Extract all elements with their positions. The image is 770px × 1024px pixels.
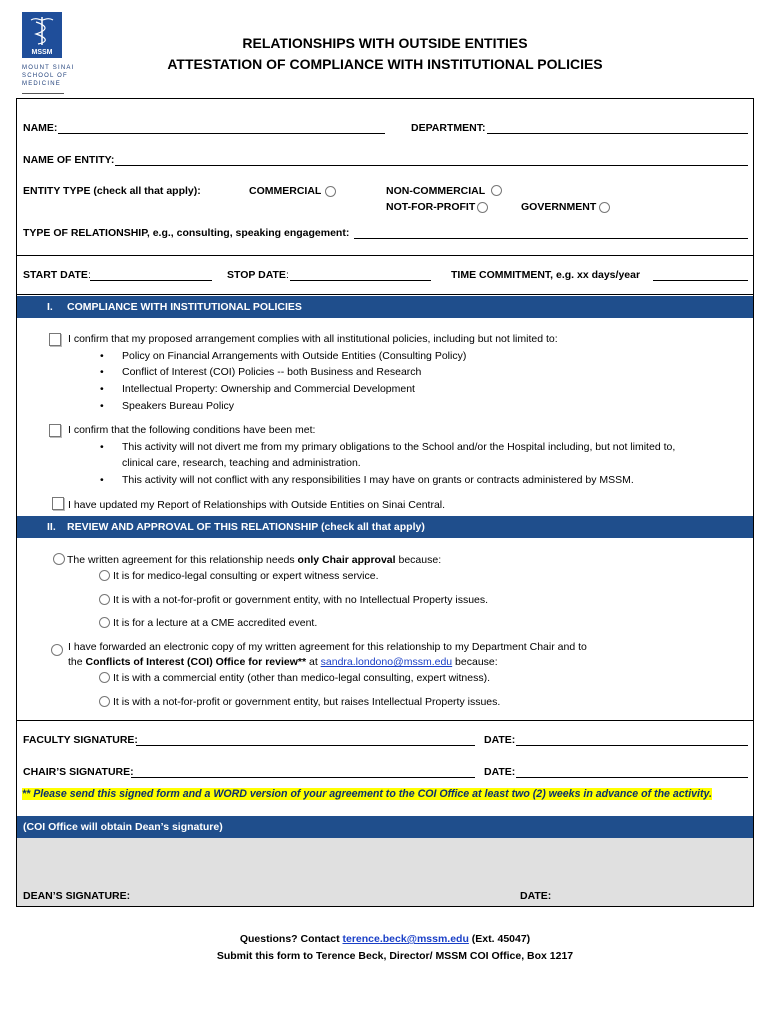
entity-name-label: NAME OF ENTITY: <box>23 154 115 166</box>
confirm-conditions-checkbox[interactable] <box>49 424 61 437</box>
section-2-header: II. REVIEW AND APPROVAL OF THIS RELATIONSHIP (check all that apply) <box>17 516 753 538</box>
confirm-conditions-text: I confirm that the following conditions have been met: <box>68 424 316 436</box>
condition-item: • This activity will not conflict with any responsibilities I may have on grants or contracts administered by MSSM. <box>122 474 634 486</box>
logo-divider <box>22 93 64 94</box>
start-date-label: START DATE: <box>23 269 91 281</box>
condition-item-cont: clinical care, research, teaching and administration. <box>122 457 361 469</box>
coi-review-text-cont: the Conflicts of Interest (COI) Office for review** at sandra.londono@mssm.edu because: <box>68 656 498 668</box>
reason-text: It is for medico-legal consulting or expert witness service. <box>113 570 379 582</box>
reason-text: It is with a commercial entity (other than medico-legal consulting, expert witness). <box>113 672 490 684</box>
divider <box>17 255 753 256</box>
mssm-logo <box>22 12 62 58</box>
questions-contact: Questions? Contact terence.beck@mssm.edu (Ext. 45047) <box>239 933 531 945</box>
relationship-type-field[interactable] <box>354 227 748 239</box>
policy-item: • Speakers Bureau Policy <box>122 400 234 412</box>
stop-date-label: STOP DATE: <box>227 269 289 281</box>
policy-item: • Intellectual Property: Ownership and Commercial Development <box>122 383 415 395</box>
confirm-policies-text: I confirm that my proposed arrangement complies with all institutional policies, including but not limited to: <box>68 333 558 345</box>
chair-date-field[interactable] <box>516 766 748 778</box>
reason-radio[interactable] <box>99 570 110 581</box>
start-date-field[interactable] <box>90 269 212 281</box>
entity-type-nfp-radio[interactable] <box>477 202 488 213</box>
entity-type-label: ENTITY TYPE (check all that apply): <box>23 185 201 197</box>
faculty-signature-field[interactable] <box>136 734 475 746</box>
entity-type-government-radio[interactable] <box>599 202 610 213</box>
entity-type-commercial-label: COMMERCIAL <box>249 185 322 197</box>
condition-item: • This activity will not divert me from my primary obligations to the School and/or the Hospital including, but not limited to, <box>122 441 675 453</box>
coi-email-link[interactable]: sandra.londono@mssm.edu <box>320 656 453 668</box>
coi-review-radio[interactable] <box>51 644 63 656</box>
department-label: DEPARTMENT: <box>411 122 486 134</box>
confirm-report-text: I have updated my Report of Relationships with Outside Entities on Sinai Central. <box>68 499 446 511</box>
logo-initials: MSSM <box>31 49 53 56</box>
stop-date-field[interactable] <box>290 269 431 281</box>
policy-item: • Policy on Financial Arrangements with Outside Entities (Consulting Policy) <box>122 350 466 362</box>
faculty-date-field[interactable] <box>516 734 748 746</box>
department-field[interactable] <box>487 122 748 134</box>
entity-type-noncommercial-radio[interactable] <box>491 185 502 196</box>
reason-radio[interactable] <box>99 617 110 628</box>
divider <box>17 720 753 721</box>
reason-radio[interactable] <box>99 594 110 605</box>
submit-instructions: Submit this form to Terence Beck, Director/ MSSM COI Office, Box 1217 <box>216 950 574 962</box>
faculty-date-label: DATE: <box>484 734 516 746</box>
entity-type-commercial-radio[interactable] <box>325 186 336 197</box>
relationship-type-label: TYPE OF RELATIONSHIP, e.g., consulting, speaking engagement: <box>23 227 350 239</box>
entity-type-nfp-label: NOT-FOR-PROFIT <box>386 201 476 213</box>
contact-email-link[interactable]: terence.beck@mssm.edu <box>342 933 469 945</box>
coi-office-bar: (COI Office will obtain Dean’s signature) <box>17 816 753 838</box>
time-commitment-field[interactable] <box>653 269 748 281</box>
entity-type-government-label: GOVERNMENT <box>521 201 597 213</box>
entity-type-noncommercial-label: NON-COMMERCIAL <box>386 185 486 197</box>
page-title-line2: ATTESTATION OF COMPLIANCE WITH INSTITUTIONAL POLICIES <box>167 56 603 72</box>
reason-text: It is with a not-for-profit or government entity, but raises Intellectual Property issues. <box>113 696 501 708</box>
time-commitment-label: TIME COMMITMENT, e.g. xx days/year <box>451 269 641 281</box>
logo-wordmark: MOUNT SINAI SCHOOL OF MEDICINE <box>22 65 75 87</box>
chair-signature-field[interactable] <box>131 766 475 778</box>
confirm-policies-checkbox[interactable] <box>49 333 61 346</box>
chair-approval-radio[interactable] <box>53 553 65 565</box>
submission-note: ** Please send this signed form and a WORD version of your agreement to the COI Office at least two (2) weeks in advance of the activity. <box>22 788 712 800</box>
confirm-report-checkbox[interactable] <box>52 497 64 510</box>
entity-name-field[interactable] <box>115 154 748 166</box>
dean-date-label: DATE: <box>520 890 552 902</box>
section-1-header: I. COMPLIANCE WITH INSTITUTIONAL POLICIES <box>17 296 753 318</box>
chair-approval-text: The written agreement for this relationship needs only Chair approval because: <box>67 554 442 566</box>
reason-radio[interactable] <box>99 696 110 707</box>
reason-text: It is with a not-for-profit or government entity, with no Intellectual Property issues. <box>113 594 489 606</box>
dean-signature-label: DEAN’S SIGNATURE: <box>23 890 131 902</box>
divider <box>17 294 753 295</box>
policy-item: • Conflict of Interest (COI) Policies -- both Business and Research <box>122 366 421 378</box>
reason-text: It is for a lecture at a CME accredited event. <box>113 617 318 629</box>
name-field[interactable] <box>58 122 385 134</box>
page-title-line1: RELATIONSHIPS WITH OUTSIDE ENTITIES <box>242 35 528 51</box>
name-label: NAME: <box>23 122 58 134</box>
chair-date-label: DATE: <box>484 766 516 778</box>
reason-radio[interactable] <box>99 672 110 683</box>
faculty-signature-label: FACULTY SIGNATURE: <box>23 734 138 746</box>
coi-review-text: I have forwarded an electronic copy of my written agreement for this relationship to my Department Chair and to <box>68 641 587 653</box>
chair-signature-label: CHAIR’S SIGNATURE: <box>23 766 134 778</box>
